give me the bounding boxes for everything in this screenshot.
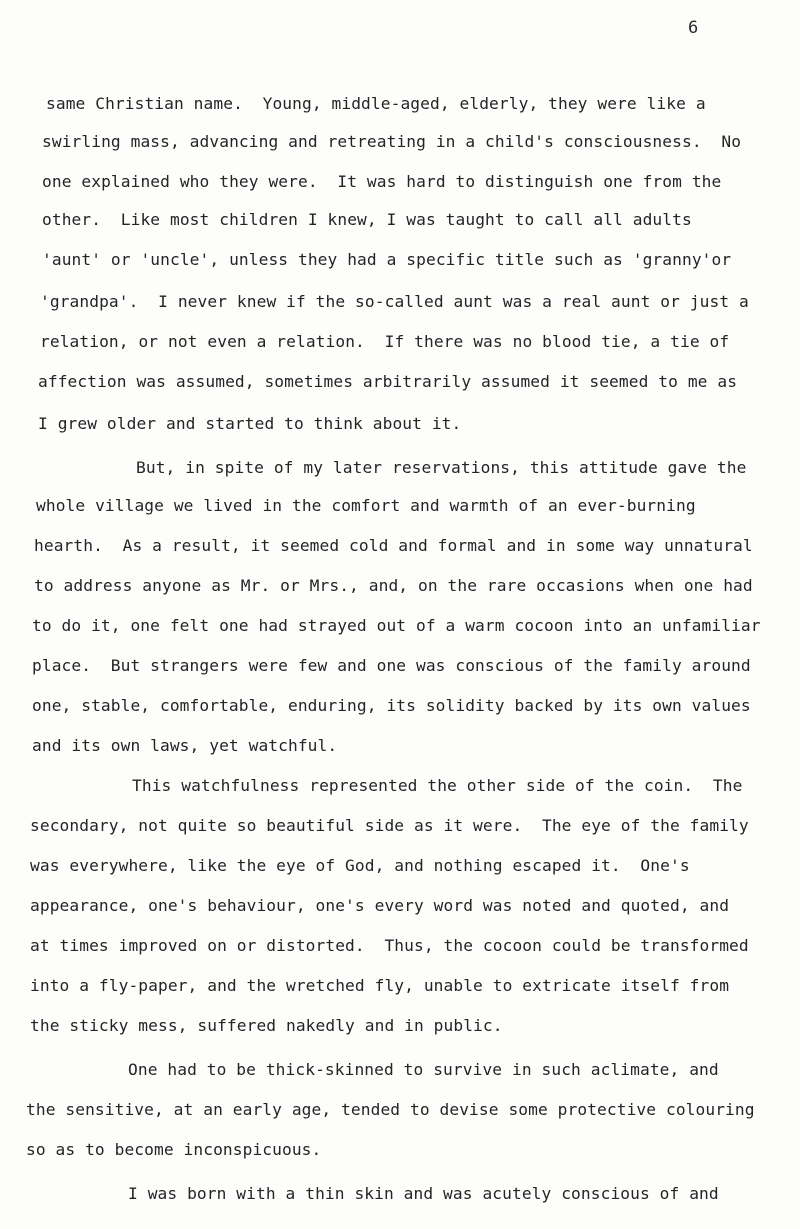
text-line: into a fly-paper, and the wretched fly, unable to extricate itself from bbox=[30, 976, 730, 995]
text-line: other. Like most children I knew, I was taught to call all adults bbox=[42, 210, 692, 229]
text-line: One had to be thick-skinned to survive in such aclimate, and bbox=[128, 1060, 719, 1079]
text-line: affection was assumed, sometimes arbitrarily assumed it seemed to me as bbox=[38, 372, 738, 391]
text-line: I was born with a thin skin and was acutely conscious of and bbox=[128, 1184, 719, 1203]
text-line: 'grandpa'. I never knew if the so-called aunt was a real aunt or just a bbox=[40, 292, 749, 311]
text-line: same Christian name. Young, middle-aged, elderly, they were like a bbox=[46, 94, 706, 113]
text-line: place. But strangers were few and one was conscious of the family around bbox=[32, 656, 751, 675]
text-line: was everywhere, like the eye of God, and nothing escaped it. One's bbox=[30, 856, 690, 875]
text-line: and its own laws, yet watchful. bbox=[32, 736, 338, 755]
text-line: hearth. As a result, it seemed cold and formal and in some way unnatural bbox=[34, 536, 753, 555]
text-line: This watchfulness represented the other side of the coin. The bbox=[132, 776, 743, 795]
text-line: at times improved on or distorted. Thus, the cocoon could be transformed bbox=[30, 936, 749, 955]
page-number: 6 bbox=[688, 18, 699, 38]
text-line: the sticky mess, suffered nakedly and in public. bbox=[30, 1016, 503, 1035]
text-line: so as to become inconspicuous. bbox=[26, 1140, 322, 1159]
text-line: 'aunt' or 'uncle', unless they had a specific title such as 'granny'or bbox=[42, 250, 732, 269]
text-line: one, stable, comfortable, enduring, its solidity backed by its own values bbox=[32, 696, 751, 715]
text-line: the sensitive, at an early age, tended to devise some protective colouring bbox=[26, 1100, 755, 1119]
text-line: to address anyone as Mr. or Mrs., and, on the rare occasions when one had bbox=[34, 576, 753, 595]
text-line: appearance, one's behaviour, one's every word was noted and quoted, and bbox=[30, 896, 730, 915]
text-line: relation, or not even a relation. If there was no blood tie, a tie of bbox=[40, 332, 730, 351]
text-line: swirling mass, advancing and retreating in a child's consciousness. No bbox=[42, 132, 742, 151]
text-line: one explained who they were. It was hard to distinguish one from the bbox=[42, 172, 722, 191]
text-line: to do it, one felt one had strayed out of a warm cocoon into an unfamiliar bbox=[32, 616, 761, 635]
text-line: I grew older and started to think about it. bbox=[38, 414, 462, 433]
text-line: whole village we lived in the comfort and warmth of an ever-burning bbox=[36, 496, 696, 515]
text-line: secondary, not quite so beautiful side as it were. The eye of the family bbox=[30, 816, 749, 835]
text-line: But, in spite of my later reservations, this attitude gave the bbox=[136, 458, 747, 477]
